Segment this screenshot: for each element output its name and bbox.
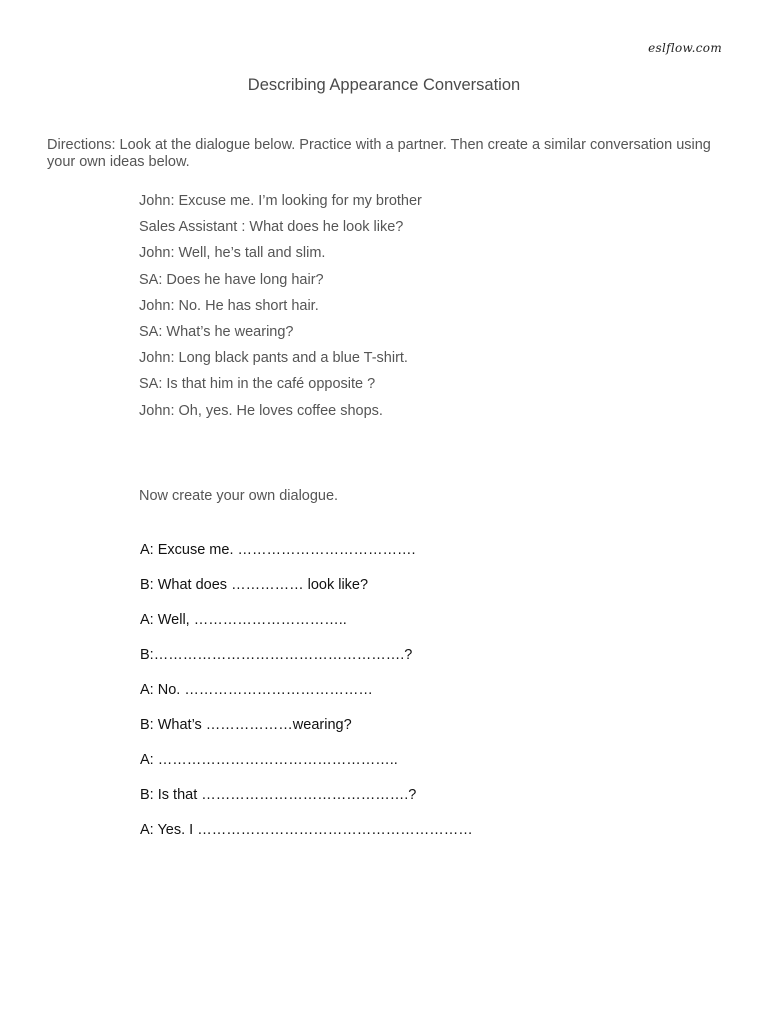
page-title: Describing Appearance Conversation [247, 76, 521, 94]
practice-line: B: What does …………… look like? [140, 577, 369, 593]
practice-line: B: Is that …………………………………….? [140, 787, 417, 803]
dialogue-line: John: No. He has short hair. [139, 297, 319, 314]
dialogue-line: John: Oh, yes. He loves coffee shops. [139, 402, 383, 419]
practice-dialogue [140, 540, 473, 855]
dialogue-line: John: Excuse me. I’m looking for my brother [139, 193, 422, 209]
create-dialogue-prompt: Now create your own dialogue. [139, 488, 339, 504]
dialogue-line: John: Long black pants and a blue T-shirt. [139, 350, 408, 367]
dialogue-line: SA: Does he have long hair? [139, 271, 324, 288]
dialogue-line: SA: Is that him in the café opposite ? [139, 376, 376, 393]
practice-line: A: No. ………………………………… [140, 682, 373, 698]
directions-text: Directions: Look at the dialogue below. Practice with a partner. Then create a similar conversation using your own ideas below. [47, 137, 711, 170]
site-watermark: eslflow.com [648, 41, 722, 55]
dialogue-line: Sales Assistant : What does he look like? [139, 219, 404, 236]
practice-line: A: ………………………………………….. [140, 752, 398, 768]
practice-line: A: Well, ………………………….. [140, 612, 347, 628]
practice-line: A: Yes. I ………………………………………………… [140, 822, 473, 838]
dialogue-line: John: Well, he’s tall and slim. [139, 245, 326, 262]
practice-line: B:…………………………………………….? [140, 647, 413, 663]
practice-line: A: Excuse me. ………………………………. [140, 542, 416, 558]
sample-dialogue [139, 191, 422, 427]
dialogue-line: SA: What’s he wearing? [139, 323, 294, 340]
practice-line: B: What’s ………………wearing? [140, 717, 352, 733]
